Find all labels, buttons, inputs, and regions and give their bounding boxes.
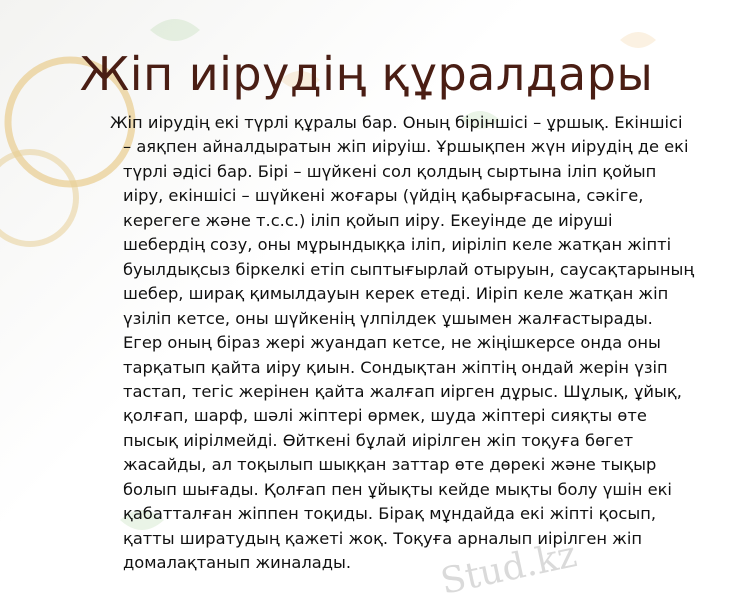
- watermark: Stud.kz: [437, 534, 581, 603]
- body-line: шебер, ширақ қимылдауын керек етеді. Иіріп келе жатқан жіп: [123, 284, 669, 304]
- body-paragraph: [110, 111, 730, 576]
- gold-ring-small: [0, 152, 76, 244]
- body-line: жасайды, ал тоқылып шыққан заттар өте дөрекі және тықыр: [123, 455, 657, 475]
- body-line: қабатталған жіппен тоқиды. Бірақ мұндайда екі жіпті қосып,: [123, 504, 657, 524]
- body-line: – аяқпен айналдыратын жіп иіруіш. Ұршықпен жүн иірудің де екі: [123, 137, 689, 157]
- body-line: болып шығады. Қолғап пен ұйықты кейде мықты болу үшін екі: [123, 479, 672, 499]
- body-line: шебердің созу, оны мұрындыққа іліп, иіріліп келе жатқан жіпті: [123, 235, 672, 255]
- body-line: үзіліп кетсе, оны шүйкенің үлпілдек ұшымен жалғастырады.: [123, 308, 653, 328]
- body-line: Жіп иірудің екі түрлі құралы бар. Оның біріншісі – ұршық. Екіншісі: [110, 113, 683, 132]
- body-line: Егер оның біраз жері жуандап кетсе, не жіңішкерсе онда оны: [123, 333, 661, 353]
- body-line: керегеге және т.с.с.) іліп қойып иіру. Екеуінде де иіруші: [123, 210, 613, 230]
- slide-title: Жіп иірудің құралдары: [79, 47, 654, 101]
- body-line: иіру, екіншісі – шүйкені жоғары (үйдің қабырғасына, сәкіге,: [123, 186, 644, 206]
- leaf-logo-icon: [150, 19, 200, 41]
- body-line: пысық иірілмейді. Өйткені бұлай иірілген жіп тоқуға бөгет: [123, 430, 634, 450]
- body-line: домалақтанып жиналады.: [123, 553, 352, 573]
- body-line: буылдықсыз біркелкі етіп сыптығырлай отыруын, саусақтарының: [123, 259, 695, 279]
- body-line: тарқатып қайта иіру қиын. Сондықтан жіптің ондай жерін үзіп: [123, 357, 668, 377]
- body-line: тастап, тегіс жерінен қайта жалғап иірген дұрыс. Шұлық, ұйық,: [123, 381, 682, 401]
- body-line: түрлі әдісі бар. Бірі – шүйкені сол қолдың сыртына іліп қойып: [123, 161, 657, 181]
- body-line: қатты ширатудың қажеті жоқ. Тоқуға арналып иірілген жіп: [123, 528, 643, 548]
- body-line: қолғап, шарф, шәлі жіптері өрмек, шуда жіптері сияқты өте: [123, 406, 647, 426]
